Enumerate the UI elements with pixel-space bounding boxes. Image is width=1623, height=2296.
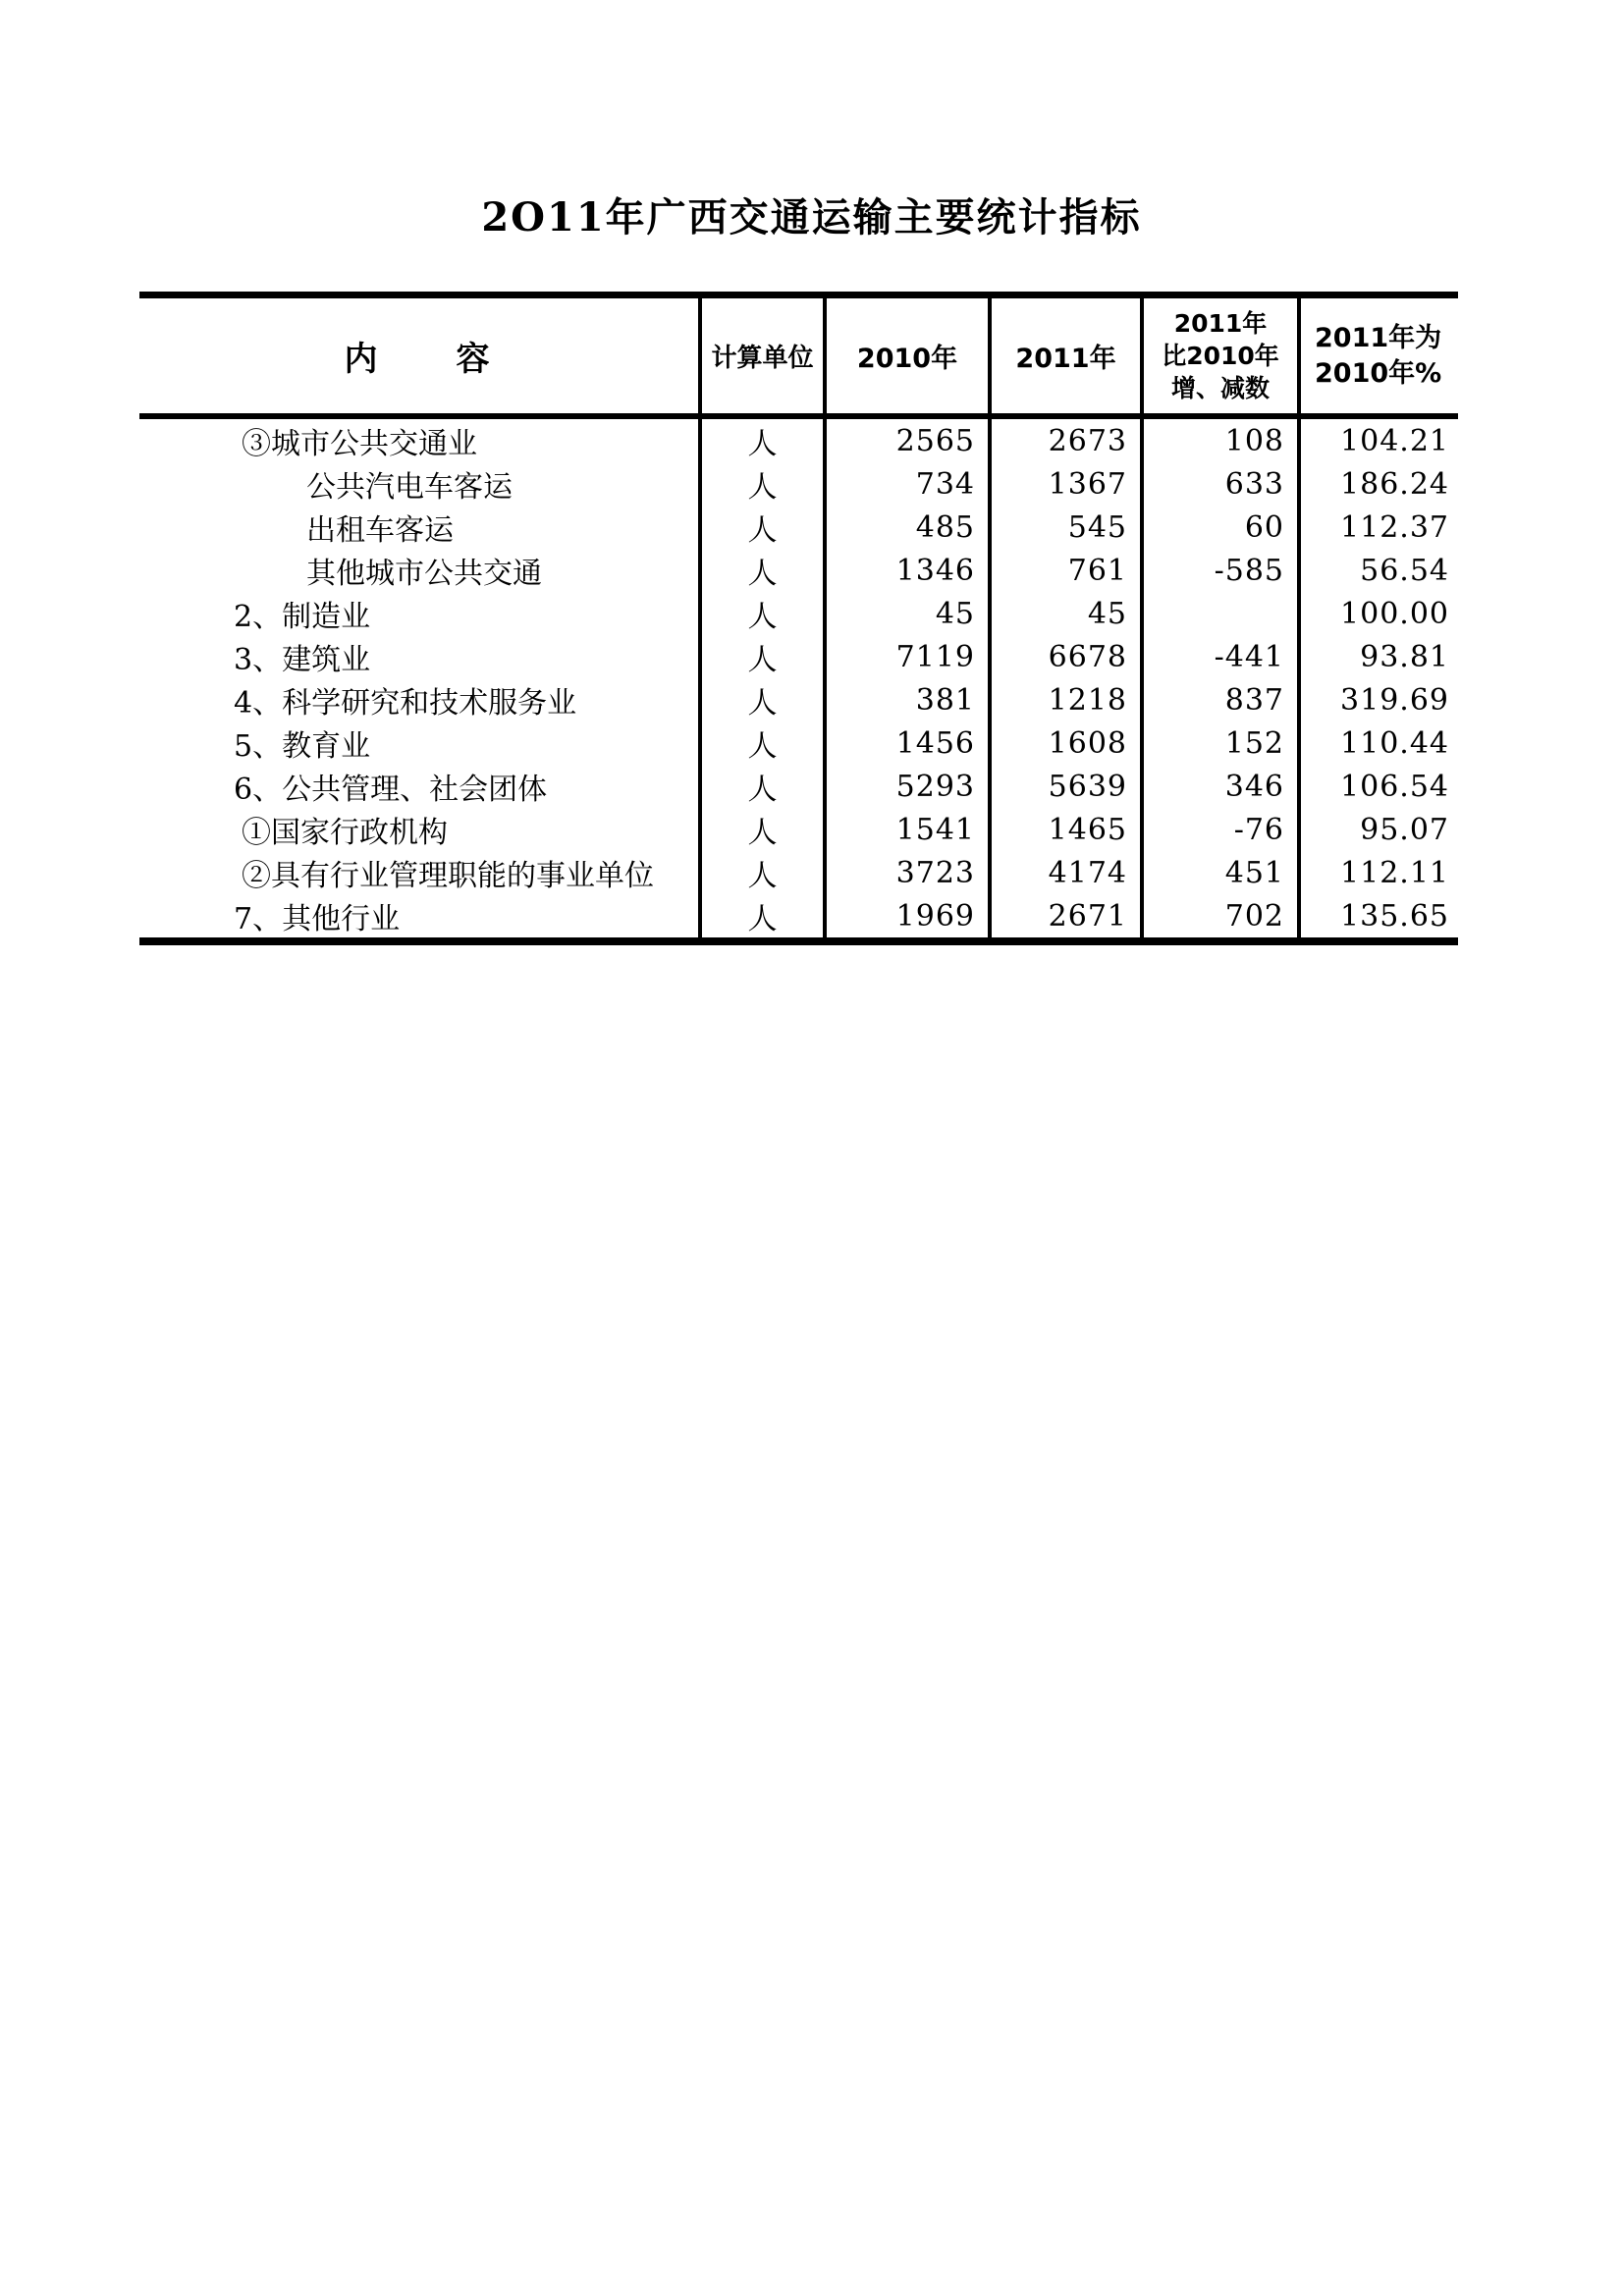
value-pct: 112.37 [1340, 509, 1449, 545]
table-row [139, 462, 1458, 506]
value-diff: 837 [1144, 678, 1301, 721]
header-pct-line1: 2011年为 [1315, 322, 1442, 353]
unit-cell: 人 [702, 765, 827, 808]
value-diff: 108 [1144, 419, 1301, 462]
value-diff: -585 [1144, 549, 1301, 592]
value-diff [1144, 592, 1301, 635]
value-2010: 7119 [827, 635, 992, 678]
value-2010: 3723 [827, 851, 992, 894]
unit-cell: 人 [702, 506, 827, 549]
row-label: ①国家行政机构 [139, 808, 702, 851]
unit-cell: 人 [702, 894, 827, 937]
value-diff: -76 [1144, 808, 1301, 851]
row-label: 7、其他行业 [139, 894, 702, 937]
value-2011: 1367 [992, 462, 1144, 506]
stats-table [139, 292, 1458, 945]
value-2011: 6678 [992, 635, 1144, 678]
row-label: 4、科学研究和技术服务业 [139, 678, 702, 721]
value-pct: 104.21 [1340, 423, 1449, 458]
table-row [139, 635, 1458, 678]
value-2010: 5293 [827, 765, 992, 808]
row-label: ②具有行业管理职能的事业单位 [139, 851, 702, 894]
value-2010: 1456 [827, 721, 992, 765]
value-2010: 381 [827, 678, 992, 721]
header-diff-line1: 2011年 [1173, 309, 1268, 338]
header-diff [1144, 298, 1301, 413]
unit-cell: 人 [702, 678, 827, 721]
value-diff: 702 [1144, 894, 1301, 937]
header-unit: 计算单位 [702, 298, 827, 413]
unit-cell: 人 [702, 808, 827, 851]
table-row [139, 678, 1458, 721]
unit-cell: 人 [702, 635, 827, 678]
value-2011: 761 [992, 549, 1144, 592]
table-row [139, 851, 1458, 894]
header-2011: 2011年 [992, 298, 1144, 413]
value-diff: -441 [1144, 635, 1301, 678]
table-row [139, 592, 1458, 635]
row-label: 出租车客运 [139, 506, 702, 549]
table-row [139, 808, 1458, 851]
value-pct: 106.54 [1340, 769, 1449, 804]
value-pct: 110.44 [1340, 725, 1449, 761]
header-content: 内 容 [139, 298, 702, 413]
row-label: 其他城市公共交通 [139, 549, 702, 592]
unit-cell: 人 [702, 851, 827, 894]
unit-cell: 人 [702, 419, 827, 462]
unit-cell: 人 [702, 721, 827, 765]
header-2010: 2010年 [827, 298, 992, 413]
value-2011: 45 [992, 592, 1144, 635]
table-row [139, 721, 1458, 765]
row-label: 5、教育业 [139, 721, 702, 765]
value-pct: 186.24 [1340, 466, 1449, 502]
page-title: 2O11年广西交通运输主要统计指标 [481, 194, 1142, 240]
value-diff: 346 [1144, 765, 1301, 808]
value-2011: 5639 [992, 765, 1144, 808]
unit-cell: 人 [702, 462, 827, 506]
row-label: 3、建筑业 [139, 635, 702, 678]
value-2011: 1218 [992, 678, 1144, 721]
value-2010: 734 [827, 462, 992, 506]
table-row [139, 506, 1458, 549]
value-2010: 1541 [827, 808, 992, 851]
value-diff: 60 [1144, 506, 1301, 549]
unit-cell: 人 [702, 592, 827, 635]
value-2010: 2565 [827, 419, 992, 462]
header-diff-line2: 比2010年 [1162, 342, 1279, 370]
row-label: 6、公共管理、社会团体 [139, 765, 702, 808]
value-pct: 112.11 [1340, 855, 1449, 890]
value-2010: 45 [827, 592, 992, 635]
value-2011: 1465 [992, 808, 1144, 851]
value-2011: 2673 [992, 419, 1144, 462]
table-row [139, 419, 1458, 462]
table-row [139, 765, 1458, 808]
unit-cell: 人 [702, 549, 827, 592]
value-2011: 1608 [992, 721, 1144, 765]
value-diff: 152 [1144, 721, 1301, 765]
value-2010: 1969 [827, 894, 992, 937]
value-2010: 1346 [827, 549, 992, 592]
value-pct: 56.54 [1360, 553, 1449, 588]
value-diff: 633 [1144, 462, 1301, 506]
value-2011: 2671 [992, 894, 1144, 937]
value-2011: 545 [992, 506, 1144, 549]
value-pct: 95.07 [1360, 812, 1449, 847]
value-2011: 4174 [992, 851, 1144, 894]
header-pct [1301, 298, 1458, 413]
value-pct: 135.65 [1340, 898, 1449, 934]
header-diff-line3: 增、减数 [1170, 374, 1270, 402]
table-header-row [139, 298, 1458, 419]
value-2010: 485 [827, 506, 992, 549]
value-pct: 100.00 [1340, 596, 1449, 631]
row-label: 公共汽电车客运 [139, 462, 702, 506]
table-row [139, 894, 1458, 937]
row-label: 2、制造业 [139, 592, 702, 635]
value-pct: 93.81 [1360, 639, 1449, 674]
value-diff: 451 [1144, 851, 1301, 894]
value-pct: 319.69 [1340, 682, 1449, 718]
header-pct-line2: 2010年% [1315, 357, 1442, 389]
row-label: ③城市公共交通业 [139, 419, 702, 462]
table-row [139, 549, 1458, 592]
